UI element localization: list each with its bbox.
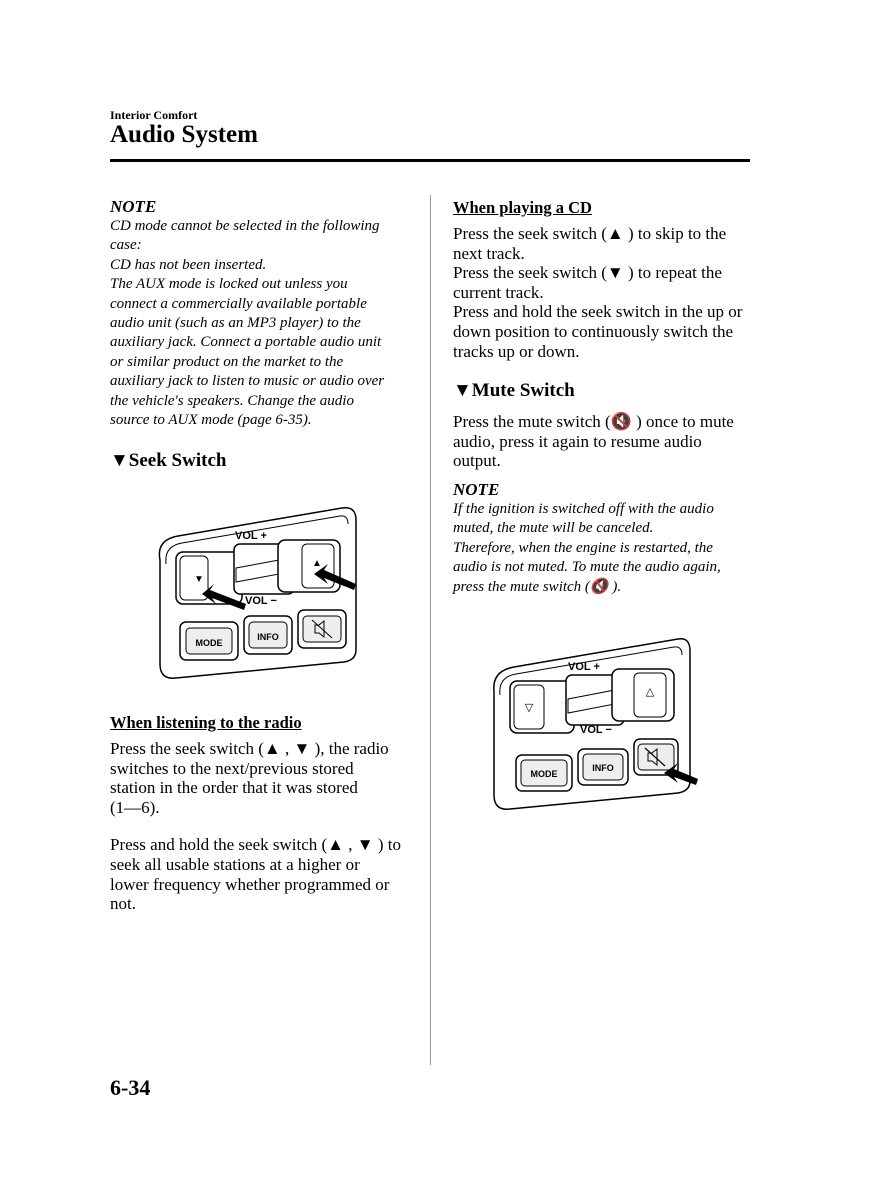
mute-switch-heading: ▼Mute Switch bbox=[453, 380, 575, 401]
left-note bbox=[110, 197, 410, 430]
radio-section bbox=[110, 713, 410, 914]
info-button-label: INFO bbox=[592, 763, 614, 773]
note-line: auxiliary jack to listen to music or audio over bbox=[110, 373, 385, 390]
title-rule bbox=[110, 159, 750, 162]
body-line: next track. bbox=[453, 243, 525, 263]
vol-plus-label: VOL + bbox=[568, 661, 600, 673]
vol-plus-label: VOL + bbox=[235, 530, 267, 542]
body-line: Press the seek switch (▲ , ▼ ), the radio bbox=[110, 739, 389, 758]
body-line: switches to the next/previous stored bbox=[110, 758, 354, 778]
info-button-label: INFO bbox=[257, 632, 279, 642]
body-line: current track. bbox=[453, 282, 544, 302]
note-line: CD has not been inserted. bbox=[110, 256, 267, 273]
cd-section bbox=[453, 198, 753, 361]
mute-paragraph bbox=[453, 412, 753, 471]
note-line: case: bbox=[110, 237, 142, 254]
seek-switch-heading: ▼Seek Switch bbox=[110, 450, 227, 471]
seek-switch-illustration bbox=[150, 500, 365, 685]
seek-down-arrow: ▼ bbox=[194, 574, 204, 585]
note-line: If the ignition is switched off with the audio bbox=[453, 501, 714, 517]
body-line: Press and hold the seek switch (▲ , ▼ ) to bbox=[110, 835, 401, 855]
page-number: 6-34 bbox=[110, 1075, 151, 1100]
hold-paragraph bbox=[110, 835, 410, 913]
body-line: lower frequency whether programmed or bbox=[110, 874, 390, 894]
radio-subhead: When listening to the radio bbox=[110, 713, 302, 732]
body-line: station in the order that it was stored bbox=[110, 778, 358, 798]
body-line: audio, press it again to resume audio bbox=[453, 431, 702, 451]
right-note bbox=[453, 480, 753, 597]
mode-button-label: MODE bbox=[530, 769, 558, 779]
body-line: down position to continuously switch the bbox=[453, 321, 734, 341]
body-line: tracks up or down. bbox=[453, 341, 580, 361]
note-line: audio is not muted. To mute the audio again, bbox=[453, 559, 721, 576]
page-title: Audio System bbox=[110, 121, 258, 148]
note-line: the vehicle's speakers. Change the audio bbox=[110, 392, 354, 409]
body-line: output. bbox=[453, 451, 501, 471]
cd-paragraph bbox=[453, 224, 753, 361]
note-line: auxiliary jack. Connect a portable audio unit bbox=[110, 334, 382, 351]
body-line: Press the mute switch (🔇 ) once to mute bbox=[453, 412, 734, 431]
vol-minus-label: VOL − bbox=[245, 595, 277, 607]
body-line: seek all usable stations at a higher or bbox=[110, 854, 360, 874]
cd-subhead: When playing a CD bbox=[453, 198, 592, 217]
seek-up-arrow: △ bbox=[645, 686, 655, 698]
seek-down-arrow: ▽ bbox=[524, 702, 534, 714]
note-title: NOTE bbox=[453, 480, 500, 499]
vol-minus-label: VOL − bbox=[580, 724, 612, 736]
section-label: Interior Comfort bbox=[110, 108, 198, 122]
body-line: (1—6). bbox=[110, 797, 160, 817]
note-line: The AUX mode is locked out unless you bbox=[110, 276, 348, 293]
note-line: connect a commercially available portable bbox=[110, 295, 367, 312]
note-line: CD mode cannot be selected in the following bbox=[110, 218, 380, 234]
body-line: Press the seek switch (▲ ) to skip to the bbox=[453, 224, 727, 243]
mode-button-label: MODE bbox=[195, 638, 223, 648]
note-line: Therefore, when the engine is restarted, the bbox=[453, 539, 713, 556]
body-line: not. bbox=[110, 894, 136, 914]
mute-switch-illustration bbox=[488, 633, 698, 813]
note-line: source to AUX mode (page 6-35). bbox=[110, 412, 312, 429]
body-line: Press and hold the seek switch in the up or bbox=[453, 302, 743, 322]
note-line: press the mute switch (🔇 ). bbox=[453, 578, 622, 595]
radio-paragraph bbox=[110, 739, 410, 817]
note-body bbox=[453, 500, 753, 597]
note-line: or similar product on the market to the bbox=[110, 353, 344, 370]
note-title: NOTE bbox=[110, 197, 157, 216]
body-line: Press the seek switch (▼ ) to repeat the bbox=[453, 263, 722, 283]
note-line: audio unit (such as an MP3 player) to the bbox=[110, 315, 361, 332]
column-divider bbox=[430, 195, 431, 1065]
seek-up-arrow: ▲ bbox=[312, 558, 322, 569]
note-body bbox=[110, 217, 410, 430]
note-line: muted, the mute will be canceled. bbox=[453, 520, 654, 537]
